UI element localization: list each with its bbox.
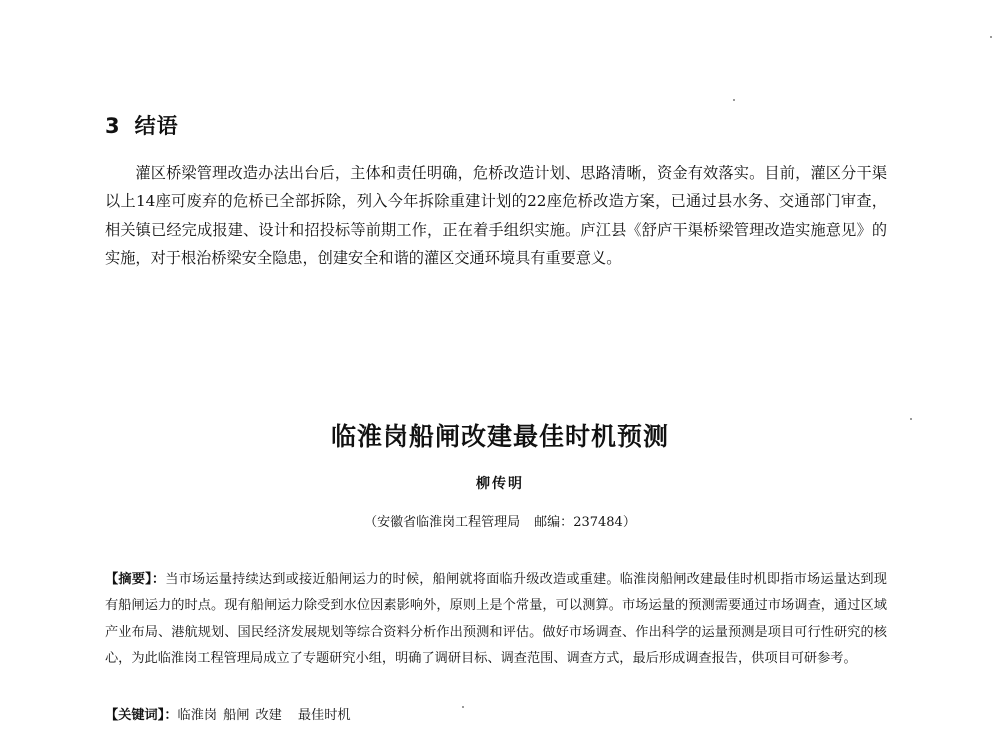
keyword: 临淮岗 (177, 708, 218, 723)
scan-speck (990, 36, 992, 38)
keyword: 改建 (255, 708, 282, 723)
abstract-text: 当市场运量持续达到或接近船闸运力的时候，船闸就将面临升级改造或重建。临淮岗船闸改建最佳时机即指市场运量达到现有船闸运力的时点。现有船闸运力除受到水位因素影响外，原则上是个常量，可以测算。市场运量的预测需要通过市场调查，通过区域产业布局、港航规划、国民经济发展规划等综合资料分析作出预测和评估。做好市场调查、作出科学的运量预测是项目可行性研究的核心，为此临淮岗工程管理局成立了专题研究小组，明确了调研目标、调查范围、调查方式，最后形成调查报告，供项目可研参考。 (105, 572, 887, 667)
abstract (105, 567, 887, 673)
keywords (105, 703, 887, 729)
postcode-label: 邮编： (534, 515, 574, 530)
keyword: 最佳时机 (297, 708, 351, 723)
section-number: 3 (105, 114, 121, 138)
conclusion-paragraph: 灌区桥梁管理改造办法出台后，主体和责任明确，危桥改造计划、思路清晰，资金有效落实。目前，灌区分干渠以上14座可废弃的危桥已全部拆除，列入今年拆除重建计划的22座危桥改造方案，已通过县水务、交通部门审查，相关镇已经完成报建、设计和招投标等前期工作，正在着手组织实施。庐江县《舒庐干渠桥梁管理改造实施意见》的实施，对于根治桥梁安全隐患，创建安全和谐的灌区交通环境具有重要意义。 (105, 164, 887, 268)
scan-speck (462, 706, 464, 708)
section-heading (105, 110, 179, 140)
article-author: 柳传明 (476, 476, 524, 492)
article-title: 临淮岗船闸改建最佳时机预测 (330, 422, 669, 451)
scan-speck (910, 418, 912, 420)
affiliation-name: （安徽省临淮岗工程管理局 (364, 515, 521, 530)
keyword: 船闸 (223, 708, 250, 723)
affiliation-close: ） (622, 515, 636, 530)
keywords-label: 【关键词】： (105, 708, 178, 723)
section-title: 结语 (134, 114, 179, 138)
author-affiliation (0, 511, 1000, 530)
abstract-label: 【摘要】： (105, 572, 166, 587)
postcode-value: 237484 (573, 515, 623, 530)
scan-speck (733, 99, 735, 101)
